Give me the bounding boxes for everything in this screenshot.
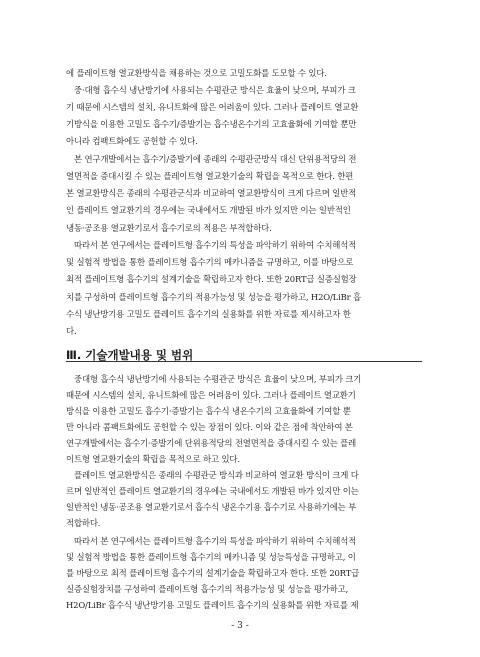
text-line: 따라서 본 연구에서는 플레이트형 흡수기의 특성을 파악하기 위하여 수치해석적 xyxy=(74,240,357,250)
text-line: 일반적인 냉동·공조용 열교환기로서 흡수식 냉온수기용 흡수기로 사용하기에는 부 xyxy=(66,502,357,512)
text-line: 적합하다. xyxy=(66,518,101,528)
text-line: 기 때문에 시스템의 설치, 유니트화에 많은 어려움이 있다. 그러나 플레이트 열교환 xyxy=(66,102,359,112)
text-line: 실증실험장치를 구성하여 플레이트형 흡수기의 적용가능성 및 성능을 평가하고, xyxy=(66,584,349,594)
text-line: 기방식을 이용한 고밀도 흡수기/증발기는 흡수냉온수기의 고효율화에 기여할 뿐만 xyxy=(66,119,357,129)
text-line: 를 바탕으로 최적 플레이트형 흡수기의 설계기술을 확립하고자 한다. 또한 20RT급 xyxy=(66,568,360,578)
text-line: 본 열교환방식은 종래의 수평관군식과 비교하여 열교환방식이 크게 다르며 일반적 xyxy=(66,188,357,198)
text-line: 냉동·공조용 열교환기로서 흡수기로의 적용은 부적합하다. xyxy=(66,223,272,233)
text-line: 치를 구성하여 플레이트형 흡수기의 적용가능성 및 성능을 평가하고, H2O/LiBr 흡 xyxy=(66,292,361,302)
text-line: 방식을 이용한 고밀도 흡수기·증발기는 흡수식 냉온수기의 고효율화에 기여할 뿐 xyxy=(66,406,351,416)
text-line: 르며 일반적인 플레이트 열교환기의 경우에는 국내에서도 개발된 바가 있지만 이는 xyxy=(66,486,359,496)
text-line: 연구개발에서는 흡수기·증발기에 단위용적당의 전열면적을 증대시킬 수 있는 플레 xyxy=(66,438,357,448)
page-number: - 3 - xyxy=(231,621,249,631)
text-line: 중·대형 흡수식 냉난방기에 사용되는 수평관군 방식은 효율이 낮으며, 부피가 크 xyxy=(74,85,356,95)
text-line: 최적 플레이트형 흡수기의 설계기술을 확립하고자 한다. 또한 20RT급 실증실험장 xyxy=(66,274,357,284)
text-line: 때문에 시스템의 설치, 유니트화에 많은 어려움이 있다. 그러나 플레이트 열교환기 xyxy=(66,390,356,400)
text-line: 중대형 흡수식 냉난방기에 사용되는 수평관군 방식은 효율이 낮으며, 부피가 크기 xyxy=(74,374,362,384)
section-heading: Ⅲ. 기술개발내용 및 범위 xyxy=(66,348,194,362)
text-line: 에 플레이트형 열교환방식을 채용하는 것으로 고밀도화를 도모할 수 있다. xyxy=(66,68,327,78)
heading-divider xyxy=(66,361,422,362)
text-line: 만 아니라 콤팩트화에도 공헌할 수 있는 장점이 있다. 이와 같은 점에 착안하여 본 xyxy=(66,422,353,432)
text-line: 아니라 컴팩트화에도 공헌할 수 있다. xyxy=(66,136,198,146)
text-line: 수식 냉난방기용 고밀도 플레이트 흡수기의 실용화를 위한 자료를 제시하고자 한 xyxy=(66,309,351,319)
text-line: 및 실험적 방법을 통한 플레이트형 흡수기의 메카니즘을 규명하고, 이를 바탕으로 xyxy=(66,257,354,267)
text-line: 인 플레이트 열교환기의 경우에는 국내에서도 개발된 바가 있지만 이는 일반적인 xyxy=(66,205,351,215)
text-line: 및 실험적 방법을 통한 플레이트형 흡수기의 메카니즘 및 성능특성을 규명하고, 이 xyxy=(66,552,356,562)
text-line: H2O/LiBr 흡수식 냉난방기용 고밀도 플레이트 흡수기의 실용화를 위한 자료를 제 xyxy=(66,600,359,610)
text-line: 플레이트 열교환방식은 종래의 수평관군 방식과 비교하여 열교환 방식이 크게 다 xyxy=(74,470,359,480)
text-line: 따라서 본 연구에서는 플레이트형 흡수기의 특성을 파악하기 위하여 수치해석적 xyxy=(74,536,357,546)
text-line: 이트형 열교환기술의 확립을 목적으로 하고 있다. xyxy=(66,454,240,464)
text-line: 다. xyxy=(66,326,77,336)
text-line: 열면적을 증대시킬 수 있는 플레이트형 열교환기술의 확립을 목적으로 한다. 한편 xyxy=(66,171,354,181)
text-line: 본 연구개발에서는 흡수기/증발기에 종래의 수평관군방식 대신 단위용적당의 전 xyxy=(74,154,357,164)
